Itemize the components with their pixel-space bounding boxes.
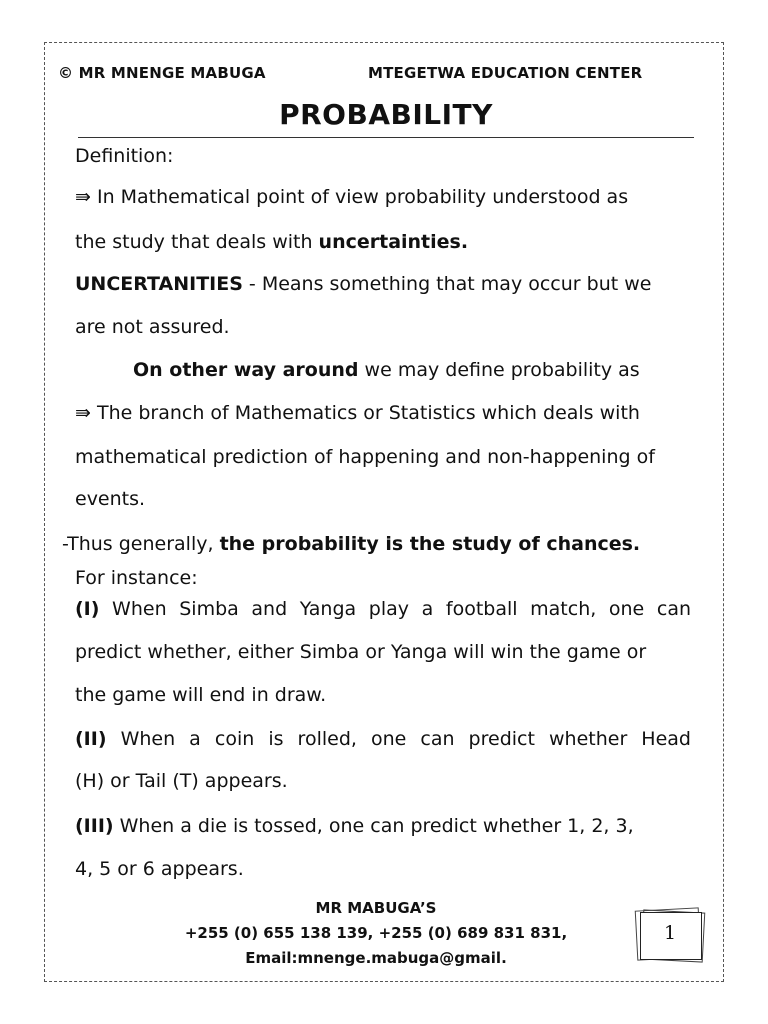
page-number-box xyxy=(634,906,708,964)
footer-phones: +255 (0) 655 138 139, +255 (0) 689 831 831, xyxy=(184,924,568,942)
summary-lead: -Thus generally, xyxy=(62,533,220,555)
footer-name: MR MABUGA’S xyxy=(315,899,437,917)
title-underline xyxy=(78,137,694,138)
branch-line-1: ⇛ The branch of Mathematics or Statistics which deals with xyxy=(75,402,640,424)
uncertanities-line-2: are not assured. xyxy=(75,316,230,338)
uncertanities-line xyxy=(75,273,651,295)
definition-line-2 xyxy=(75,231,468,253)
example-2-label: (II) xyxy=(75,728,107,750)
footer-email: Email:mnenge.mabuga@gmail. xyxy=(245,949,507,967)
example-3-line-1 xyxy=(75,815,634,837)
for-instance-label: For instance: xyxy=(75,567,198,589)
summary-statement: the probability is the study of chances. xyxy=(219,533,641,555)
example-3-label: (III) xyxy=(75,815,114,837)
uncertanities-meaning: - Means something that may occur but we xyxy=(242,273,652,295)
definition-label: Definition: xyxy=(75,145,174,167)
page-header xyxy=(58,64,688,84)
summary-line xyxy=(62,533,640,555)
page-footer xyxy=(96,896,656,971)
example-1-line-1 xyxy=(75,598,691,620)
definition-line-2-text: the study that deals with xyxy=(75,231,319,253)
page-border xyxy=(44,42,724,982)
example-3-text: When a die is tossed, one can predict whether 1, 2, 3, xyxy=(113,815,634,837)
example-1-label: (I) xyxy=(75,598,100,620)
branch-line-2: mathematical prediction of happening and non-happening of xyxy=(75,446,655,468)
header-author: © MR MNENGE MABUGA xyxy=(58,64,266,82)
example-2-line-2: (H) or Tail (T) appears. xyxy=(75,770,288,792)
example-2-text: When a coin is rolled, one can predict whether Head xyxy=(106,728,691,750)
example-2-line-1 xyxy=(75,728,691,750)
example-1-text: When Simba and Yanga play a football match, one can xyxy=(99,598,691,620)
definition-line-1: ⇛ In Mathematical point of view probability understood as xyxy=(75,186,629,208)
example-1-line-3: the game will end in draw. xyxy=(75,684,327,706)
other-way-line xyxy=(133,359,640,381)
example-1-line-2: predict whether, either Simba or Yanga will win the game or xyxy=(75,641,647,663)
branch-line-3: events. xyxy=(75,488,146,510)
other-way-text: we may define probability as xyxy=(358,359,640,381)
header-institution: MTEGETWA EDUCATION CENTER xyxy=(368,64,643,82)
page-number: 1 xyxy=(663,922,677,944)
other-way-term: On other way around xyxy=(133,359,359,381)
uncertanities-term: UNCERTANITIES xyxy=(75,273,243,295)
page-title: PROBABILITY xyxy=(279,98,493,131)
uncertainties-term: uncertainties. xyxy=(318,231,469,253)
example-3-line-2: 4, 5 or 6 appears. xyxy=(75,858,244,880)
